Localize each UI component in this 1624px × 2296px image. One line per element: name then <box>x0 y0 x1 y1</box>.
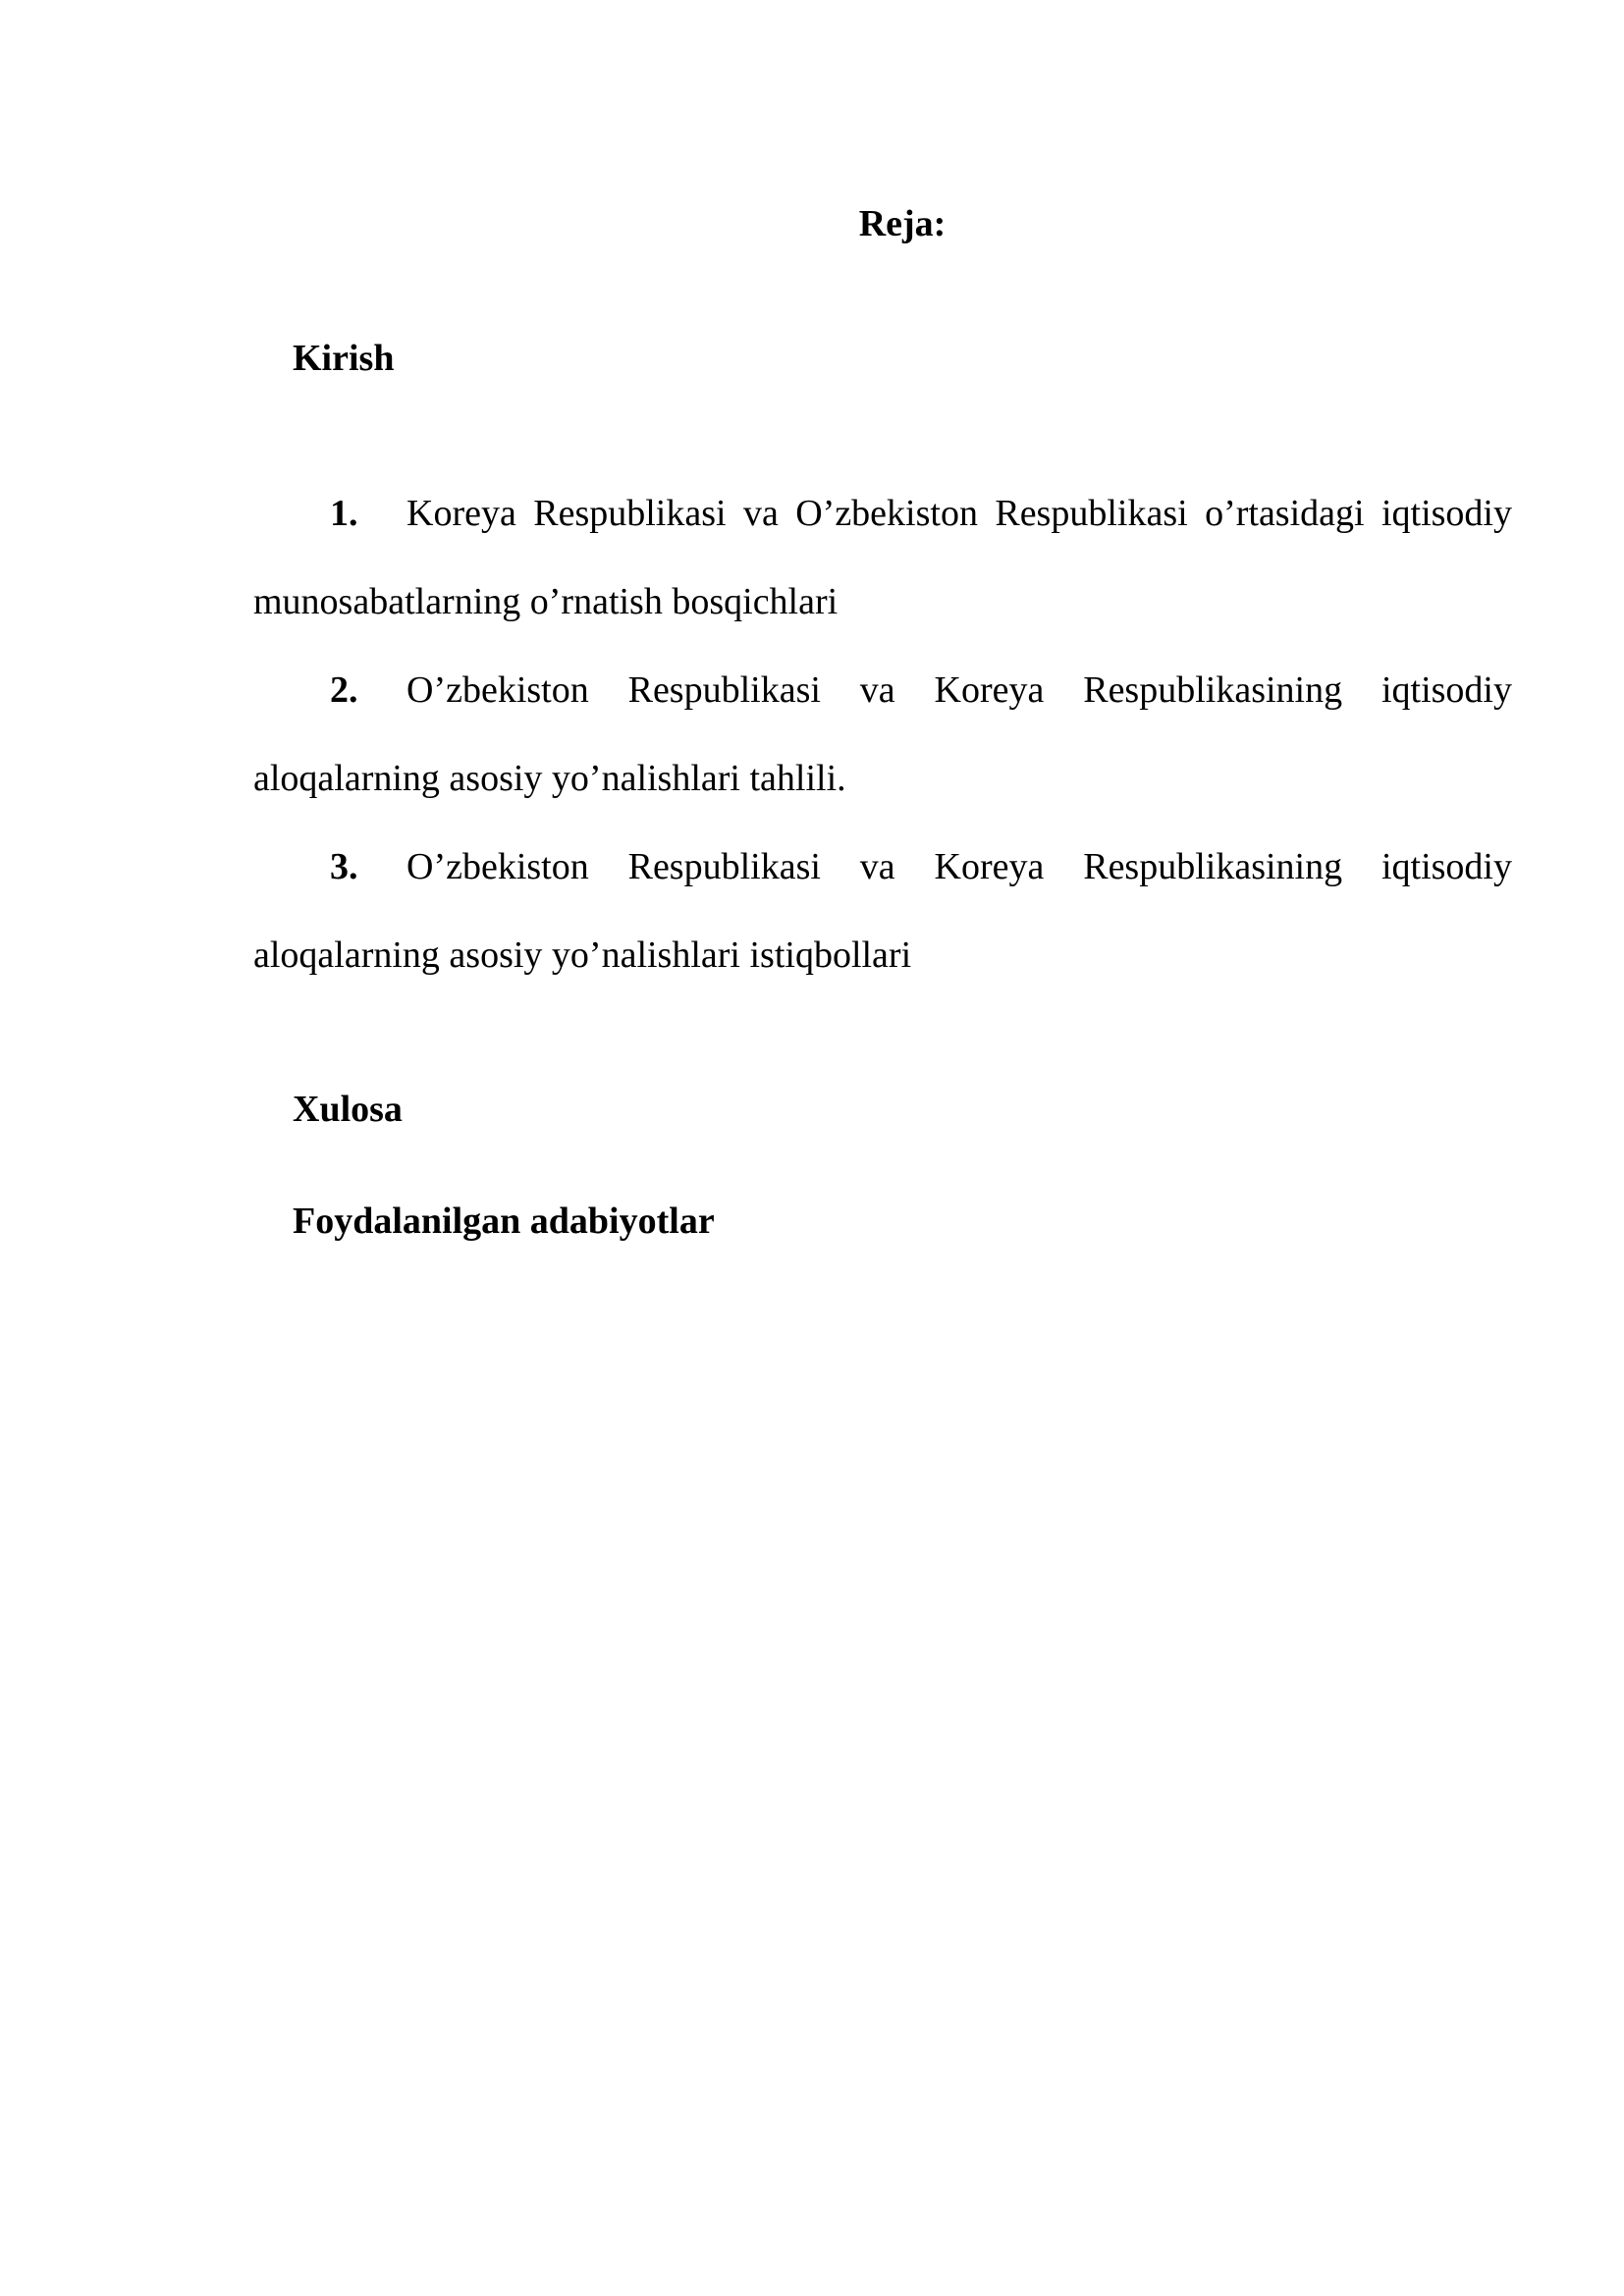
plan-item-continuation: munosabatlarning o’rnatish bosqichlari <box>253 581 839 622</box>
plan-item-first-line <box>253 469 1512 558</box>
conclusion-heading: Xulosa <box>293 1089 403 1130</box>
references-heading: Foydalanilgan adabiyotlar <box>293 1201 715 1242</box>
plan-item-continuation: aloqalarning asosiy yo’nalishlari tahlili. <box>253 758 846 799</box>
plan-item-number: 3. <box>330 846 358 887</box>
plan-item-first-line <box>253 823 1512 911</box>
plan-item-continuation: aloqalarning asosiy yo’nalishlari istiqbollari <box>253 934 912 976</box>
plan-item-text: Koreya Respublikasi va O’zbekiston Respublikasi o’rtasidagi iqtisodiy <box>406 493 1512 534</box>
plan-item-first-line <box>253 646 1512 734</box>
plan-item-3 <box>253 823 1512 999</box>
plan-item-text: O’zbekiston Respublikasi va Koreya Respublikasining iqtisodiy <box>406 846 1512 887</box>
page-title: Reja: <box>858 203 947 244</box>
plan-item-number: 1. <box>330 493 358 534</box>
plan-item-text: O’zbekiston Respublikasi va Koreya Respublikasining iqtisodiy <box>406 669 1512 711</box>
plan-item-1 <box>253 469 1512 646</box>
plan-item-number: 2. <box>330 669 358 711</box>
intro-heading: Kirish <box>293 338 395 379</box>
plan-item-2 <box>253 646 1512 823</box>
